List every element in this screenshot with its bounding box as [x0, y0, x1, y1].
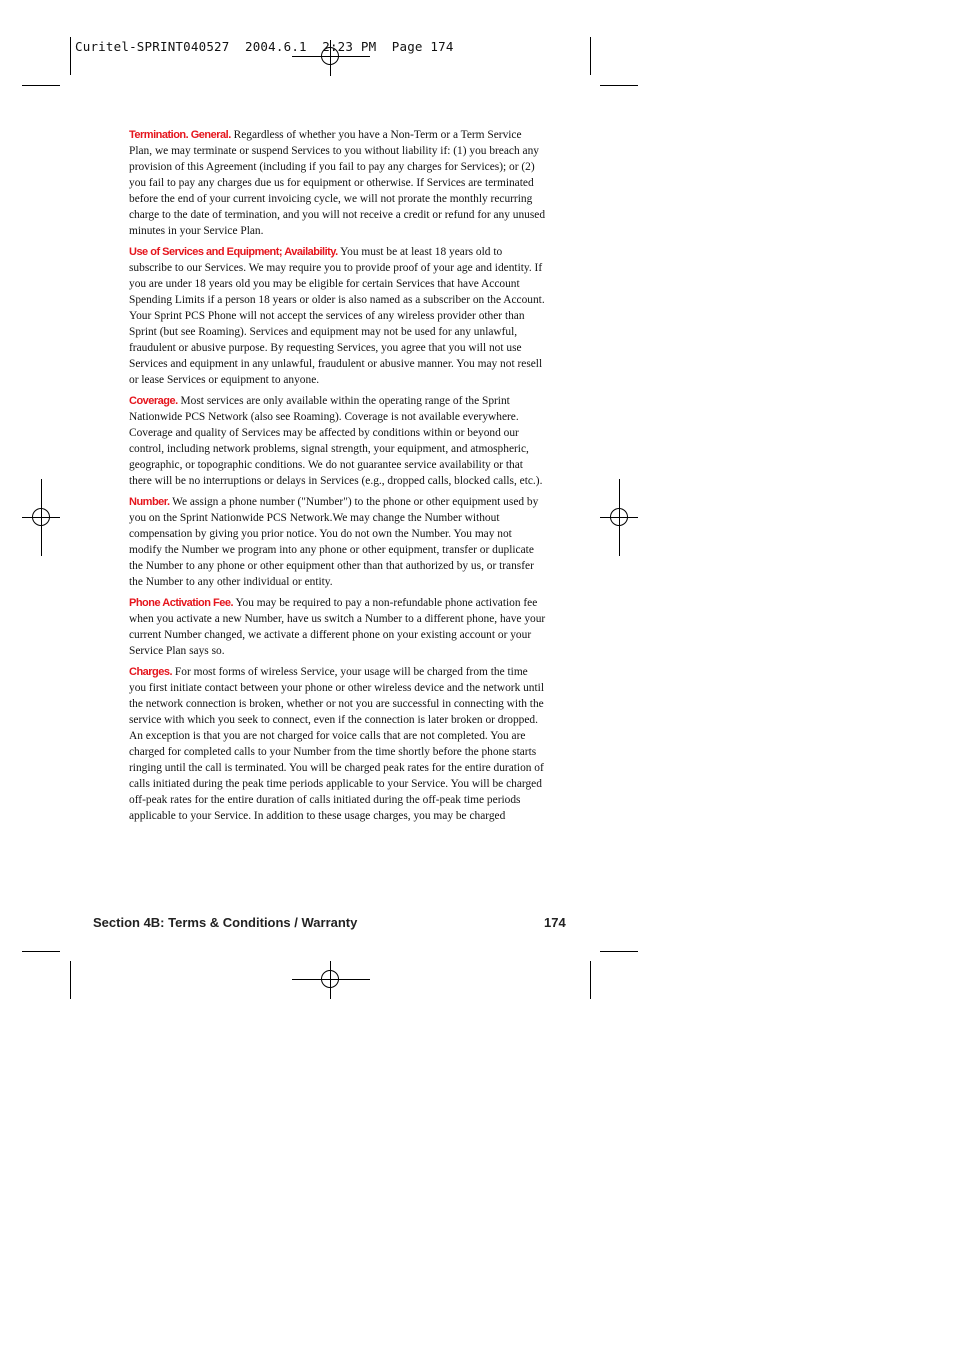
footer-page-number: 174	[544, 915, 566, 930]
paragraph-text: You may be required to pay a non-refundable phone activation fee when you activate a new Number, have us switch a Number to a different phone, have your current Number changed, we activate a different phone on your existing account or your Service Plan says so.	[129, 597, 546, 657]
crop-mark	[590, 961, 591, 999]
crop-mark	[22, 85, 60, 86]
paragraph-text: We assign a phone number ("Number") to the phone or other equipment used by you on the Sprint Nationwide PCS Network.We may change the Number without compensation by giving you prior notice. You do not own the Number. You may not modify the Number we program into any phone or other equipment, transfer or duplicate the Number to any phone or other equipment other than that authorized by us, or transfer the Number to any other individual or entity.	[129, 496, 539, 588]
crop-mark	[22, 951, 60, 952]
paragraph-number	[129, 494, 547, 590]
paragraph-heading: Phone Activation Fee.	[129, 597, 234, 609]
registration-mark	[32, 508, 50, 526]
paragraph-use-of-services	[129, 244, 547, 388]
paragraph-heading: Coverage.	[129, 395, 178, 407]
paragraph-heading: Termination. General.	[129, 129, 231, 141]
crop-mark	[600, 951, 638, 952]
paragraph-heading: Number.	[129, 496, 170, 508]
paragraph-text: Regardless of whether you have a Non-Term or a Term Service Plan, we may terminate or suspend Services to you without liability if: (1) you breach any provision of this Agreement (including if you fail to pay any charges for Services); or (2) you fail to pay any charges due us for equipment or otherwise. If Services are terminated before the end of your current invoicing cycle, we will not prorate the monthly recurring charge to the date of termination, and you will not receive a credit or refund for any unused minutes in your Service Plan.	[129, 129, 546, 237]
crop-mark	[70, 961, 71, 999]
paragraph-coverage	[129, 393, 547, 489]
paragraph-text: For most forms of wireless Service, your usage will be charged from the time you first initiate contact between your phone or other wireless device and the network until the network connection is broken, whether or not you are successful in connecting with the service with which you seek to connect, even if the connection is later broken or dropped. An exception is that you are not charged for voice calls that are not completed. You are charged for completed calls to your Number from the time shortly before the phone starts ringing until the call is terminated. You will be charged peak rates for the entire duration of calls initiated during the peak time periods applicable to your Service. You will be charged off-peak rates for the entire duration of calls initiated during the off-peak time periods applicable to your Service. In addition to these usage charges, you may be charged	[129, 666, 544, 822]
footer-section-title: Section 4B: Terms & Conditions / Warranty	[93, 915, 358, 930]
paragraph-charges	[129, 664, 547, 824]
crop-mark	[600, 85, 638, 86]
paragraph-activation-fee	[129, 595, 547, 659]
paragraph-heading: Use of Services and Equipment; Availability.	[129, 246, 338, 258]
paragraph-heading: Charges.	[129, 666, 173, 678]
registration-mark	[610, 508, 628, 526]
paragraph-text: Most services are only available within the operating range of the Sprint Nationwide PCS Network (also see Roaming). Coverage is not available everywhere. Coverage and quality of Services may be affected by conditions within or beyond our control, including network problems, signal strength, your equipment, and atmospheric, geographic, or topographic conditions. We do not guarantee service availability or that there will be no interruptions or delays in Services (e.g., dropped calls, blocked calls, etc.).	[129, 395, 543, 487]
print-slug: Curitel-SPRINT040527 2004.6.1 2:23 PM Page 174	[75, 39, 454, 54]
terms-body	[129, 127, 547, 829]
paragraph-termination	[129, 127, 547, 239]
crop-mark	[590, 37, 591, 75]
registration-mark	[321, 970, 339, 988]
crop-mark	[70, 37, 71, 75]
paragraph-text: You must be at least 18 years old to subscribe to our Services. We may require you to provide proof of your age and identity. If you are under 18 years old you may be eligible for certain Services that have Account Spending Limits if a person 18 years or older is also named as a subscriber on the Account. Your Sprint PCS Phone will not accept the services of any wireless provider other than Sprint (but see Roaming). Services and equipment may not be used for any unlawful, fraudulent or abusive purpose. By requesting Services, you agree that you will not use Services and equipment in any unlawful, fraudulent or abusive manner. You may not resell or lease Services or equipment to anyone.	[129, 246, 545, 386]
